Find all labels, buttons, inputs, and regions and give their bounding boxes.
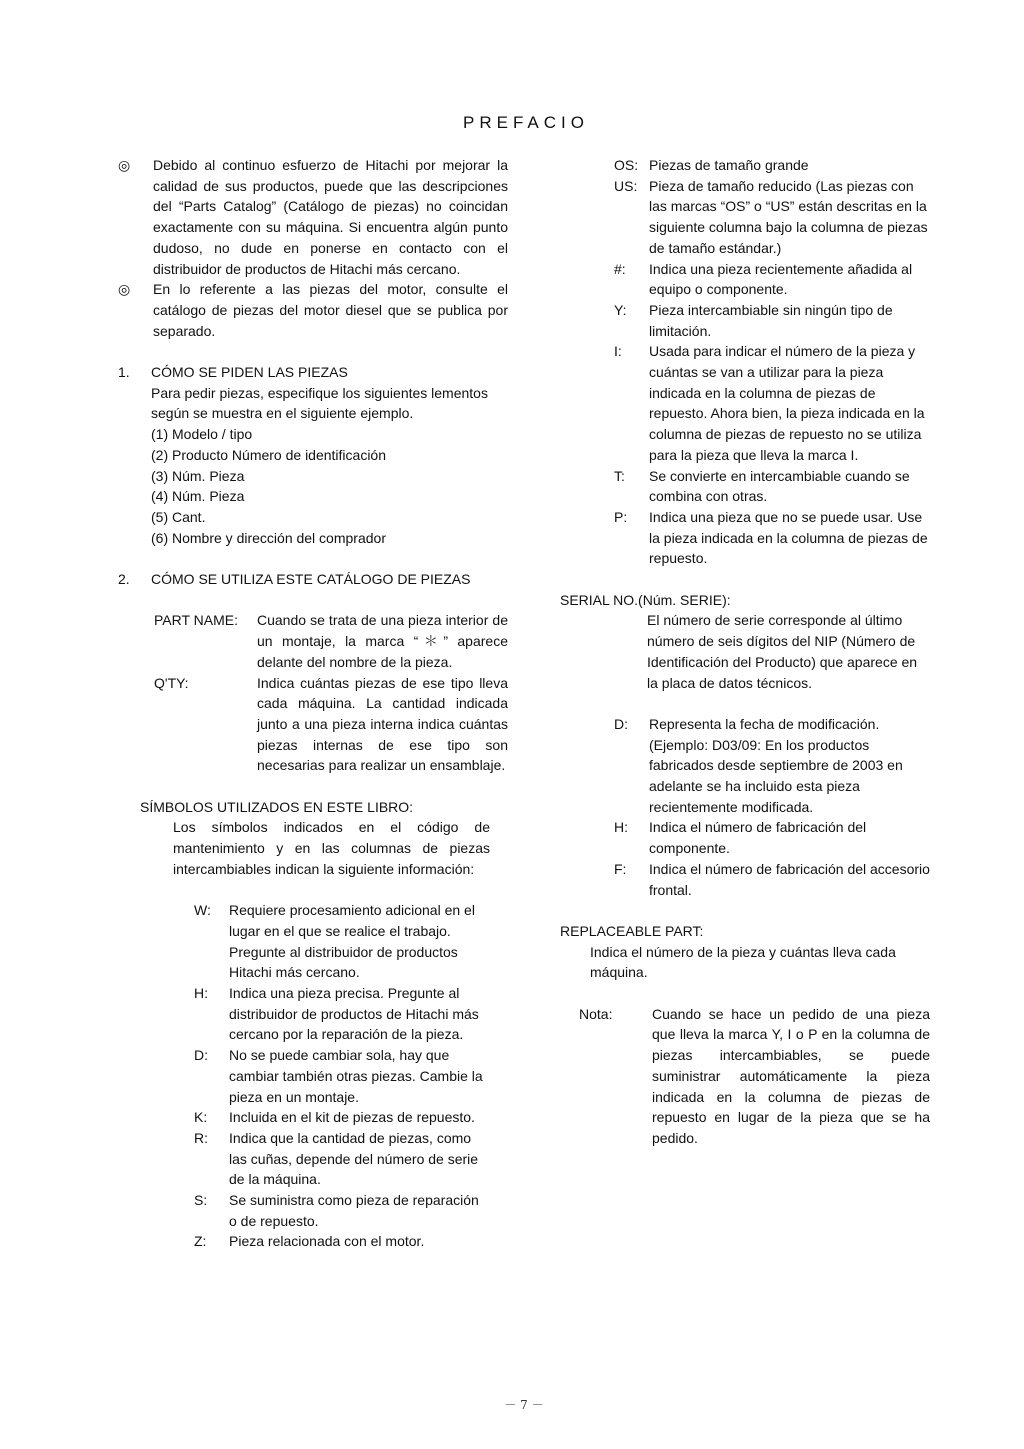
symbol-code: D: bbox=[194, 1047, 208, 1064]
note bbox=[560, 1004, 930, 1149]
symbol-text: Se suministra como pieza de reparación o de repuesto. bbox=[229, 1192, 479, 1229]
note-text: Cuando se hace un pedido de una pieza que lleva la marca Y, I o P en la columna de piezas intercambiables, se puede suministrar automáticamente la pieza indicada en la columna de piezas de repuesto en lugar de la pieza que se ha pedido. bbox=[652, 1005, 930, 1146]
symbol-text: Incluida en el kit de piezas de repuesto. bbox=[229, 1109, 475, 1126]
list-item: (4) Núm. Pieza bbox=[151, 488, 245, 505]
definition-text: Cuando se trata de una pieza interior de un montaje, la marca “＊” aparece delante del nombre de la pieza. bbox=[257, 612, 508, 670]
symbol-item bbox=[614, 507, 930, 569]
intro-text: Debido al continuo esfuerzo de Hitachi por mejorar la calidad de sus productos, puede que las descripciones del “Parts Catalog” (Catálogo de piezas) no coincidan exactamente con su máquina. Si encuentra algún punto dudoso, no dude en ponerse en contacto con el distribuidor de productos de Hitachi más cercano. bbox=[153, 157, 508, 277]
symbol-code: T: bbox=[614, 467, 625, 484]
replaceable-heading: REPLACEABLE PART: bbox=[560, 922, 704, 939]
symbol-code: R: bbox=[194, 1129, 208, 1146]
symbol-text: Indica una pieza precisa. Pregunte al distribuidor de productos de Hitachi más cercano por la reparación de la pieza. bbox=[229, 985, 479, 1043]
symbol-item bbox=[614, 155, 930, 176]
definition-term: Q'TY: bbox=[154, 674, 189, 691]
note-label: Nota: bbox=[579, 1005, 613, 1022]
symbol-text: Pieza intercambiable sin ningún tipo de limitación. bbox=[649, 301, 893, 339]
list-item: (5) Cant. bbox=[151, 508, 206, 525]
section-intro: Para pedir piezas, especifique los siguientes lementos según se muestra en el siguiente ejemplo. bbox=[151, 384, 488, 422]
symbol-code: H: bbox=[614, 819, 628, 836]
symbol-code: K: bbox=[194, 1109, 208, 1126]
section-title: CÓMO SE UTILIZA ESTE CATÁLOGO DE PIEZAS bbox=[151, 571, 471, 588]
symbol-text: Piezas de tamaño grande bbox=[649, 157, 809, 173]
definition-item bbox=[154, 610, 508, 672]
symbols-list bbox=[118, 900, 508, 1252]
list-item: (1) Modelo / tipo bbox=[151, 426, 253, 443]
symbol-text: Usada para indicar el número de la pieza y cuántas se van a utilizar para la pieza indicada en la columna de piezas de repuesto. Ahora bien, la pieza indicada en la columna de piezas de repuesto no se utiliza para la pieza que lleva la marca I. bbox=[649, 343, 925, 463]
definition-item bbox=[154, 673, 508, 777]
symbol-text: Indica una pieza que no se puede usar. Use la pieza indicada en la columna de piezas de repuesto. bbox=[649, 508, 928, 567]
symbol-code: F: bbox=[614, 860, 627, 877]
symbol-text: Se convierte en intercambiable cuando se combina con otras. bbox=[649, 467, 910, 505]
symbol-item bbox=[614, 259, 930, 300]
list-item: (3) Núm. Pieza bbox=[151, 467, 245, 484]
serial-symbols-list bbox=[560, 714, 930, 900]
page-title: PREFACIO bbox=[463, 113, 589, 132]
symbol-text: Pieza de tamaño reducido (Las piezas con las marcas “OS” o “US” están descritas en la siguiente columna bajo la columna de piezas de tamaño estándar.) bbox=[649, 177, 928, 256]
page-number: － 7 － bbox=[504, 1398, 544, 1412]
symbol-item bbox=[614, 859, 930, 900]
symbol-item bbox=[194, 983, 490, 1045]
replaceable-text: Indica el número de la pieza y cuántas lleva cada máquina. bbox=[590, 943, 896, 981]
double-circle-icon: ◎ bbox=[118, 281, 131, 298]
symbol-code: H: bbox=[194, 985, 208, 1002]
symbol-code: S: bbox=[194, 1192, 208, 1209]
double-circle-icon: ◎ bbox=[118, 157, 131, 173]
symbol-text: No se puede cambiar sola, hay que cambiar también otras piezas. Cambie la pieza en un montaje. bbox=[229, 1047, 483, 1105]
definitions bbox=[118, 610, 508, 776]
section-2-heading bbox=[118, 569, 508, 590]
symbols-heading: SÍMBOLOS UTILIZADOS EN ESTE LIBRO: bbox=[140, 798, 414, 815]
symbol-text: Requiere procesamiento adicional en el lugar en el que se realice el trabajo. Pregunte al distribuidor de productos Hitachi más cercano. bbox=[229, 902, 475, 981]
symbol-text: Indica el número de fabricación del accesorio frontal. bbox=[649, 860, 930, 898]
symbol-code: Z: bbox=[194, 1233, 207, 1250]
symbol-code: #: bbox=[614, 260, 626, 277]
serial-heading: SERIAL NO.(Núm. SERIE): bbox=[560, 591, 731, 608]
symbol-code: W: bbox=[194, 902, 211, 919]
definition-text: Indica cuántas piezas de ese tipo lleva cada máquina. La cantidad indicada junto a una pieza interna indica cuántas piezas internas de ese tipo son necesarias para realizar un ensamblaje. bbox=[257, 674, 508, 774]
symbol-item bbox=[614, 300, 930, 341]
intro-paragraph bbox=[118, 155, 508, 279]
section-1-heading bbox=[118, 362, 508, 383]
definition-term: PART NAME: bbox=[154, 612, 239, 629]
symbol-text: Representa la fecha de modificación. (Ejemplo: D03/09: En los productos fabricados desde septiembre de 2003 en adelante se ha incluido esta pieza recientemente modificada. bbox=[649, 715, 903, 815]
symbols-intro: Los símbolos indicados en el código de mantenimiento y en las columnas de piezas intercambiables indican la siguiente información: bbox=[173, 819, 490, 877]
serial-text: El número de serie corresponde al último número de seis dígitos del NIP (Número de Identificación del Producto) que aparece en la placa de datos técnicos. bbox=[647, 612, 918, 691]
symbol-item bbox=[614, 341, 930, 465]
symbol-text: Indica una pieza recientemente añadida al equipo o componente. bbox=[649, 260, 913, 298]
symbol-item bbox=[194, 1190, 490, 1231]
list-item: (2) Producto Número de identificación bbox=[151, 446, 387, 463]
symbol-item bbox=[194, 1128, 490, 1190]
intro-text: En lo referente a las piezas del motor, consulte el catálogo de piezas del motor diesel que se publica por separado. bbox=[153, 281, 508, 339]
symbol-item bbox=[614, 466, 930, 507]
symbol-code: US: bbox=[614, 177, 638, 194]
symbol-item bbox=[614, 176, 930, 259]
section-number: 2. bbox=[118, 571, 130, 588]
symbol-code: Y: bbox=[614, 301, 627, 318]
symbol-text: Indica que la cantidad de piezas, como las cuñas, depende del número de serie de la máquina. bbox=[229, 1129, 479, 1188]
symbol-item bbox=[194, 900, 490, 983]
right-symbols-list bbox=[560, 155, 930, 569]
section-title: CÓMO SE PIDEN LAS PIEZAS bbox=[151, 364, 348, 381]
symbol-item bbox=[194, 1045, 490, 1107]
section-number: 1. bbox=[118, 364, 130, 381]
symbol-text: Pieza relacionada con el motor. bbox=[229, 1233, 425, 1250]
symbol-item bbox=[614, 817, 930, 858]
symbol-item bbox=[614, 714, 930, 818]
left-column bbox=[118, 155, 508, 1252]
symbol-code: OS: bbox=[614, 157, 639, 173]
symbol-code: I: bbox=[614, 343, 622, 360]
symbol-code: D: bbox=[614, 715, 628, 732]
section-1-body bbox=[118, 383, 508, 549]
symbol-text: Indica el número de fabricación del componente. bbox=[649, 819, 867, 857]
symbol-item bbox=[194, 1231, 490, 1252]
list-item: (6) Nombre y dirección del comprador bbox=[151, 529, 386, 546]
intro-paragraph bbox=[118, 279, 508, 341]
symbol-code: P: bbox=[614, 508, 628, 525]
symbol-item bbox=[194, 1107, 490, 1128]
right-column bbox=[560, 155, 930, 1149]
